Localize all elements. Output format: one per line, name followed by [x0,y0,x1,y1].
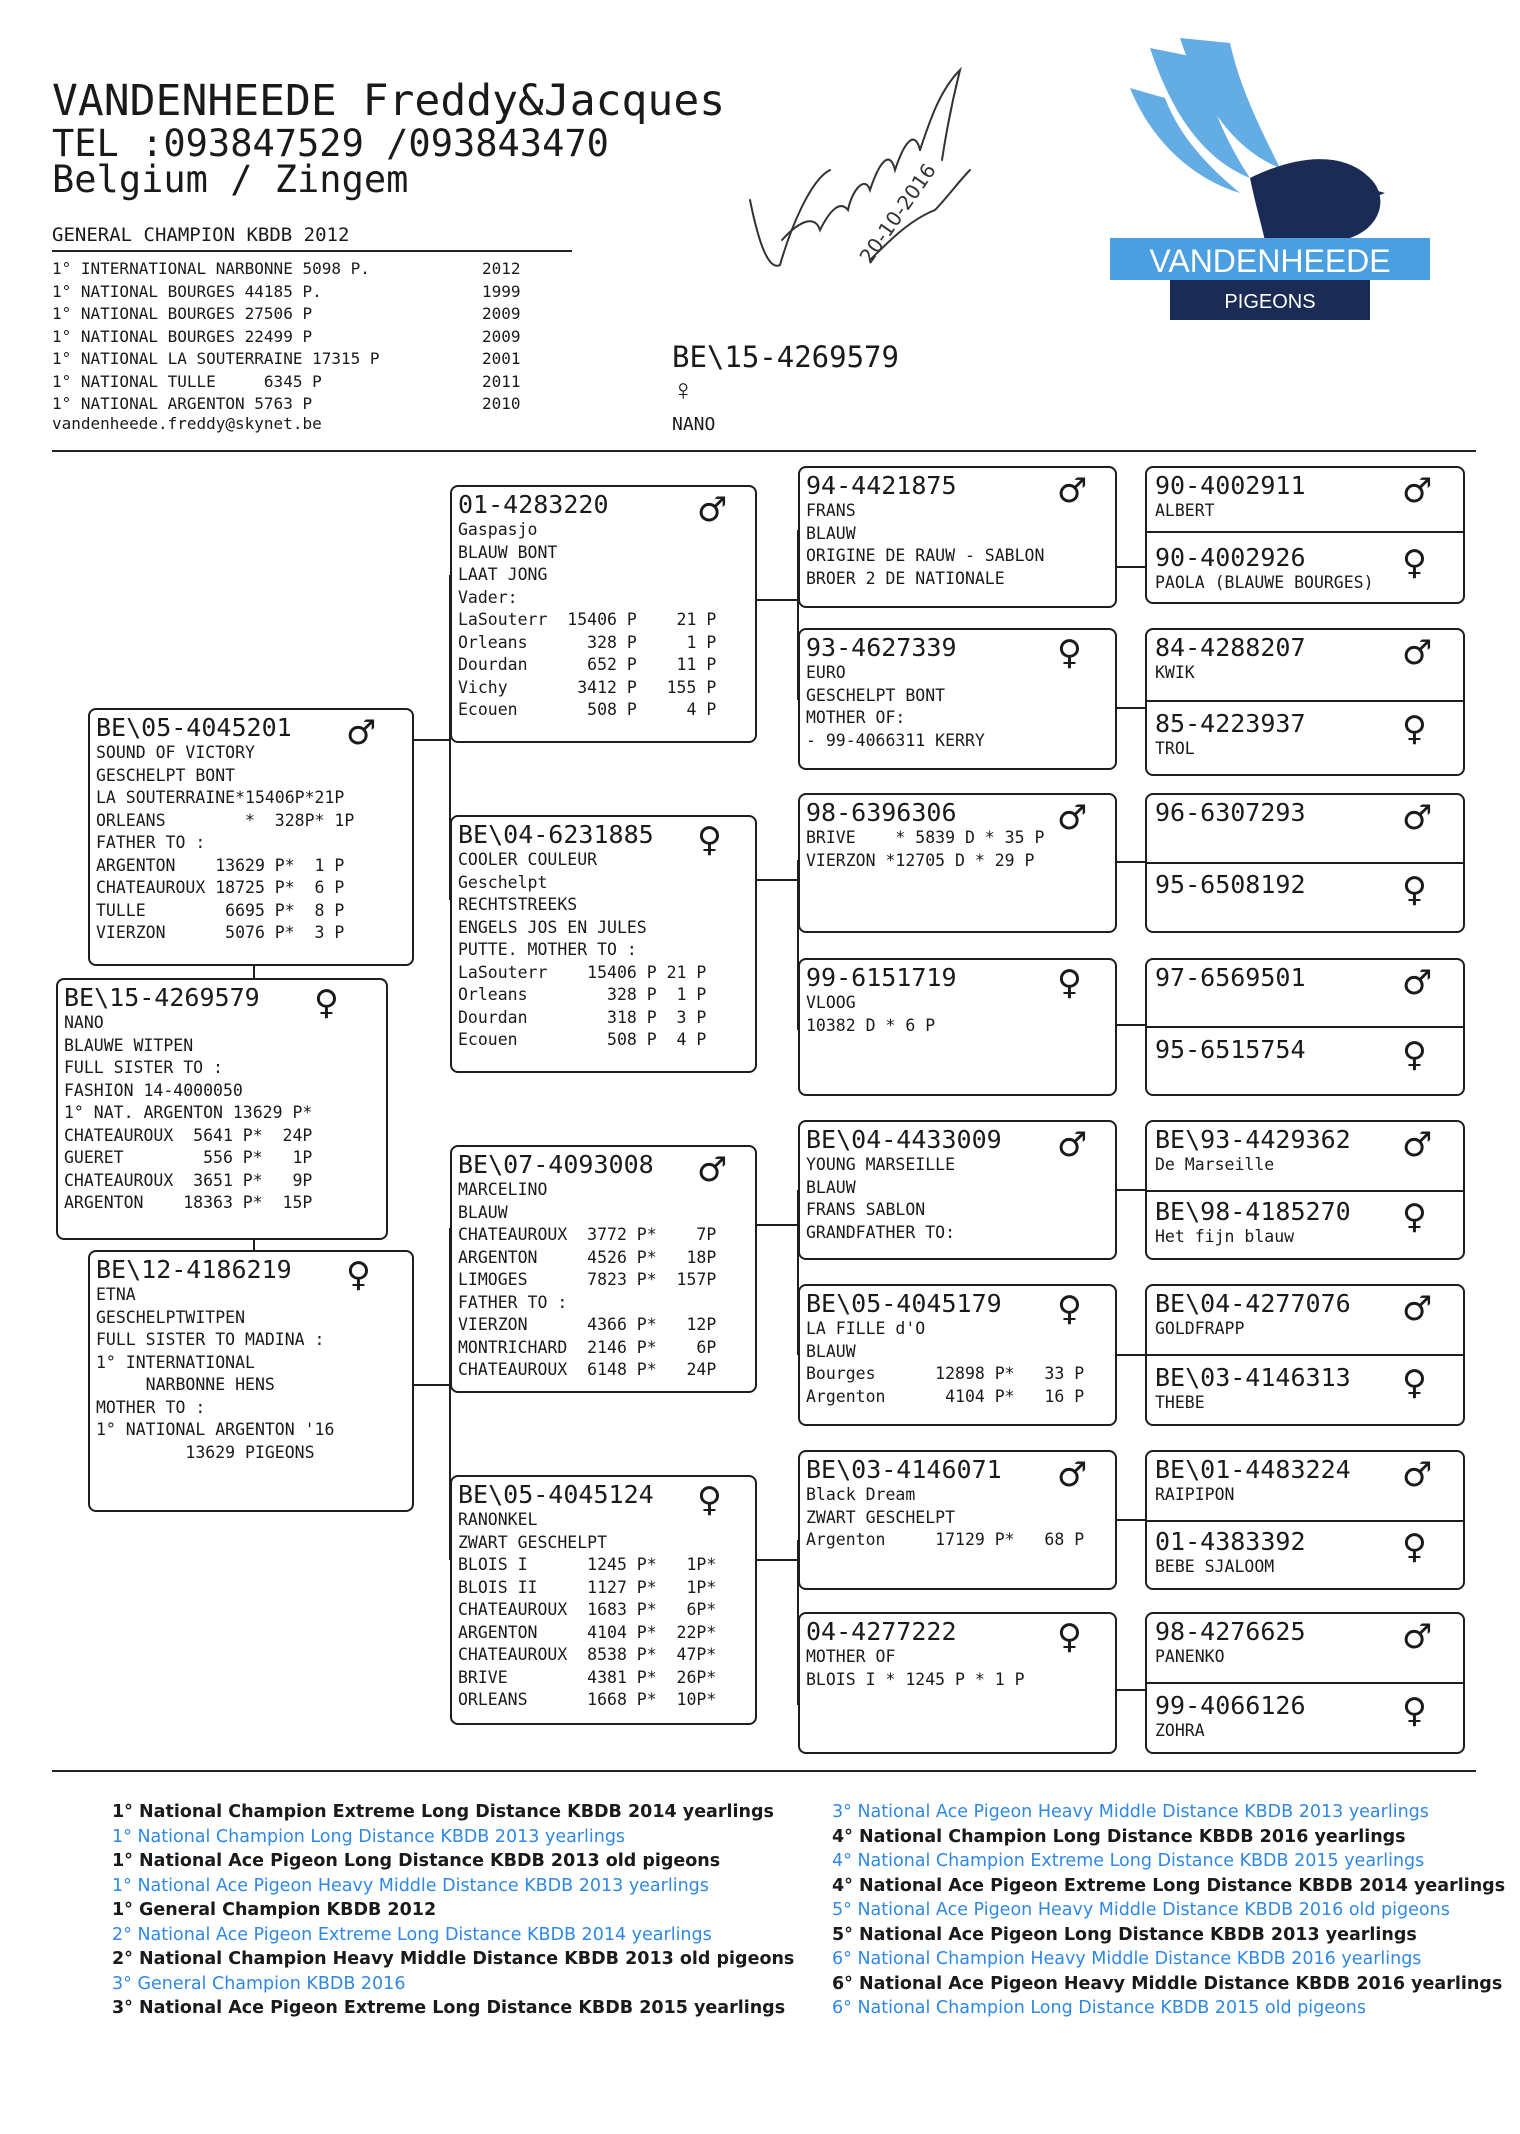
ring-number: BE\98-4185270 [1155,1197,1351,1226]
ring-number: 01-4283220 [458,490,609,519]
pedigree-sire-card [88,708,414,966]
card-line: De Marseille [1155,1155,1275,1174]
title-line: 4° National Ace Pigeon Extreme Long Distance KBDB 2014 yearlings [832,1875,1506,1896]
pair-divider [1147,700,1463,702]
card-line: Argenton 17129 P* 68 P [806,1530,1085,1549]
title-line: 6° National Ace Pigeon Heavy Middle Distance KBDB 2016 yearlings [832,1973,1503,1994]
ring-number: BE\03-4146313 [1155,1363,1351,1392]
card-line: CHATEAUROUX 5641 P* 24P [64,1125,313,1145]
subject-ring-number: BE\15-4269579 [672,340,899,374]
female-symbol-icon: ♀ [697,1480,722,1520]
card-line: BLAUW [806,1177,856,1197]
card-line: ZWART GESCHELPT [806,1507,956,1527]
card-line: Ecouen 508 P 4 P [458,1030,707,1049]
card-line: - 99-4066311 KERRY [806,730,985,750]
ring-number: BE\05-4045201 [96,713,292,742]
breeder-location: Belgium / Zingem [52,158,409,201]
card-line: BLAUW BONT [458,542,558,562]
card-line: CHATEAUROUX 18725 P* 6 P [96,878,345,897]
breeder-name: VANDENHEEDE Freddy&Jacques [52,76,726,126]
champion-heading: GENERAL CHAMPION KBDB 2012 [52,224,350,246]
card-line: ARGENTON 4104 P* 22P* [458,1622,717,1642]
ring-number: BE\03-4146071 [806,1455,1002,1484]
title-line: 6° National Champion Long Distance KBDB 2015 old pigeons [832,1998,1366,2018]
card-line: 1° NATIONAL ARGENTON '16 [96,1420,335,1439]
card-line: NANO [64,1013,104,1032]
male-symbol-icon: ♂ [1402,1617,1433,1657]
male-symbol-icon: ♂ [346,713,377,753]
pedigree-dam-sire-card [450,1145,757,1393]
ring-number: 99-4066126 [1155,1691,1306,1720]
male-symbol-icon: ♂ [1402,1289,1433,1329]
result-text: 1° INTERNATIONAL NARBONNE 5098 P. [52,259,370,278]
card-line: FRANS [806,501,856,520]
card-line: Het fijn blauw [1155,1227,1295,1246]
pedigree-g4-card [798,1612,1117,1754]
title-line: 3° General Champion KBDB 2016 [112,1973,406,1994]
card-line: LaSouterr 15406 P 21 P [458,610,717,629]
pedigree-g4-card [798,1120,1117,1260]
breeder-telephone: TEL :093847529 /093843470 [52,122,609,165]
card-line: TROL [1155,739,1195,758]
card-line: CHATEAUROUX 1683 P* 6P* [458,1600,717,1619]
card-line: MOTHER TO : [96,1397,206,1417]
pedigree-dam-dam-card [450,1475,757,1725]
pair-divider [1147,862,1463,864]
card-line: Dourdan 318 P 3 P [458,1007,707,1027]
ring-number: 84-4288207 [1155,633,1306,662]
pair-divider [1147,1190,1463,1192]
pedigree-g5-pair-card [1145,628,1465,776]
card-line: ARGENTON 18363 P* 15P [64,1193,313,1212]
card-line: GOLDFRAPP [1155,1319,1245,1338]
male-symbol-icon: ♂ [697,490,728,530]
male-symbol-icon: ♂ [1402,798,1433,838]
result-year: 2010 [482,394,521,413]
male-symbol-icon: ♂ [1057,798,1088,838]
card-line: FRANS SABLON [806,1200,926,1219]
male-symbol-icon: ♂ [1402,633,1433,673]
ring-number: 99-6151719 [806,963,957,992]
card-line: Geschelpt [458,872,548,892]
ring-number: BE\07-4093008 [458,1150,654,1179]
card-line: THEBE [1155,1393,1205,1412]
female-symbol-icon: ♀ [346,1255,371,1295]
card-line: BRIVE 4381 P* 26P* [458,1667,717,1687]
card-line: SOUND OF VICTORY [96,743,255,762]
ring-number: BE\04-6231885 [458,820,654,849]
ring-number: BE\04-4277076 [1155,1289,1351,1318]
card-line: BEBE SJALOOM [1155,1557,1275,1576]
card-line: VIERZON 4366 P* 12P [458,1315,717,1334]
card-line: VIERZON 5076 P* 3 P [96,923,345,942]
pedigree-subject-card [56,978,388,1240]
title-line: 4° National Champion Extreme Long Distance KBDB 2015 yearlings [832,1851,1425,1871]
card-line: Vichy 3412 P 155 P [458,677,717,697]
pedigree-g5-pair-card [1145,958,1465,1096]
title-line: 3° National Ace Pigeon Heavy Middle Distance KBDB 2013 yearlings [832,1802,1429,1822]
male-symbol-icon: ♂ [1402,1455,1433,1495]
ring-number: BE\05-4045179 [806,1289,1002,1318]
ring-number: BE\93-4429362 [1155,1125,1351,1154]
card-line: FASHION 14-4000050 [64,1080,243,1100]
pedigree-sire-dam-card [450,815,757,1073]
pedigree-g4-card [798,1284,1117,1426]
card-line: FATHER TO : [96,833,206,852]
card-line: Ecouen 508 P 4 P [458,700,717,719]
card-line: PAOLA (BLAUWE BOURGES) [1155,573,1374,592]
card-line: LA SOUTERRAINE*15406P*21P [96,788,345,807]
card-line: Argenton 4104 P* 16 P [806,1386,1085,1406]
card-line: 1° NAT. ARGENTON 13629 P* [64,1103,313,1122]
title-line: 2° National Champion Heavy Middle Distance KBDB 2013 old pigeons [112,1949,795,1969]
card-line: ORIGINE DE RAUW - SABLON [806,546,1045,565]
ring-number: BE\01-4483224 [1155,1455,1351,1484]
title-line: 1° National Ace Pigeon Long Distance KBDB 2013 old pigeons [112,1851,721,1871]
title-line: 1° General Champion KBDB 2012 [112,1900,437,1920]
card-line: CHATEAUROUX 8538 P* 47P* [458,1645,717,1664]
result-year: 2009 [482,326,521,346]
card-line: Vader: [458,587,518,607]
card-line: BLAUW [806,523,856,543]
ring-number: BE\04-4433009 [806,1125,1002,1154]
female-symbol-icon: ♀ [314,983,339,1023]
card-line: KWIK [1155,663,1195,682]
card-line: LaSouterr 15406 P 21 P [458,962,707,982]
card-line: LAAT JONG [458,565,548,584]
title-line: 5° National Ace Pigeon Long Distance KBDB 2013 yearlings [832,1924,1417,1945]
pedigree-g5-pair-card [1145,1612,1465,1754]
ring-number: 96-6307293 [1155,798,1306,827]
card-line: GESCHELPT BONT [806,685,946,705]
pedigree-g5-pair-card [1145,1120,1465,1260]
subject-name: NANO [672,414,716,435]
male-symbol-icon: ♂ [1057,471,1088,511]
card-line: COOLER COULEUR [458,850,598,869]
result-year: 1999 [482,281,521,301]
card-line: BLAUW [458,1202,508,1222]
card-line: FULL SISTER TO MADINA : [96,1330,325,1349]
card-line: BLOIS II 1127 P* 1P* [458,1577,717,1597]
pedigree-g4-card [798,793,1117,933]
card-line: YOUNG MARSEILLE [806,1155,956,1174]
pedigree-g4-card [798,958,1117,1096]
card-line: ARGENTON 4526 P* 18P [458,1247,717,1267]
ring-number: BE\15-4269579 [64,983,260,1012]
ring-number: 98-4276625 [1155,1617,1306,1646]
pedigree-g5-pair-card [1145,466,1465,604]
female-symbol-icon: ♀ [1402,1691,1427,1731]
female-symbol-icon: ♀ [1402,870,1427,910]
card-line: Black Dream [806,1485,916,1504]
card-line: GESCHELPT BONT [96,765,236,785]
card-line: EURO [806,663,846,682]
logo-title: VANDENHEEDE [1149,243,1391,279]
male-symbol-icon: ♂ [697,1150,728,1190]
ring-number: 90-4002911 [1155,471,1306,500]
card-line: CHATEAUROUX 6148 P* 24P [458,1360,717,1379]
card-line: 13629 PIGEONS [96,1442,315,1462]
result-year: 2009 [482,304,521,323]
card-line: FATHER TO : [458,1292,568,1312]
male-symbol-icon: ♂ [1402,963,1433,1003]
card-line: CHATEAUROUX 3651 P* 9P [64,1170,313,1190]
pedigree-g5-pair-card [1145,1284,1465,1426]
card-line: NARBONNE HENS [96,1375,275,1394]
titles-right-column [832,1800,1505,2021]
ring-number: 95-6508192 [1155,870,1306,899]
card-line: ETNA [96,1285,136,1304]
pair-divider [1147,1520,1463,1522]
pair-divider [1147,1682,1463,1684]
card-line: MARCELINO [458,1180,548,1199]
female-symbol-icon: ♀ [1057,1617,1082,1657]
ring-number: 85-4223937 [1155,709,1306,738]
card-line: Orleans 328 P 1 P [458,985,707,1004]
signature-date: 20-10-2016 [854,158,941,268]
pedigree-g4-card [798,628,1117,770]
female-symbol-icon: ♀ [1402,1527,1427,1567]
result-year: 2011 [482,371,521,391]
breeder-email[interactable]: vandenheede.freddy@skynet.be [52,414,322,433]
result-year: 2001 [482,349,521,368]
card-line: BLAUW [806,1341,856,1361]
card-line: TULLE 6695 P* 8 P [96,900,345,920]
pair-divider [1147,531,1463,533]
female-symbol-icon: ♀ [1057,1289,1082,1329]
card-line: GESCHELPTWITPEN [96,1307,246,1327]
ring-number: 93-4627339 [806,633,957,662]
card-line: ALBERT [1155,501,1215,520]
card-line: RANONKEL [458,1510,538,1529]
card-line: Dourdan 652 P 11 P [458,655,717,674]
title-line: 1° National Champion Long Distance KBDB 2013 yearlings [112,1826,626,1847]
ring-number: 97-6569501 [1155,963,1306,992]
card-line: ARGENTON 13629 P* 1 P [96,855,345,875]
card-line: MOTHER OF: [806,708,906,727]
card-line: BRIVE * 5839 D * 35 P [806,828,1045,847]
pedigree-bottom-divider [52,1770,1476,1772]
ring-number: 90-4002926 [1155,543,1306,572]
card-line: ORLEANS * 328P* 1P [96,810,355,830]
pedigree-g5-pair-card [1145,793,1465,933]
result-text: 1° NATIONAL BOURGES 27506 P [52,304,313,323]
card-line: Bourges 12898 P* 33 P [806,1364,1085,1383]
result-text: 1° NATIONAL TULLE 6345 P [52,371,322,391]
female-symbol-icon: ♀ [672,374,695,407]
card-line: BLOIS I 1245 P* 1P* [458,1555,717,1574]
female-symbol-icon: ♀ [1402,1035,1427,1075]
result-year: 2012 [482,259,521,278]
ring-number: BE\05-4045124 [458,1480,654,1509]
card-line: BLAUWE WITPEN [64,1035,194,1055]
ring-number: 94-4421875 [806,471,957,500]
card-line: PUTTE. MOTHER TO : [458,940,637,959]
result-text: 1° NATIONAL LA SOUTERRAINE 17315 P [52,349,380,368]
female-symbol-icon: ♀ [697,820,722,860]
card-line: ZOHRA [1155,1721,1205,1740]
male-symbol-icon: ♂ [1402,471,1433,511]
card-line: LIMOGES 7823 P* 157P [458,1270,717,1289]
male-symbol-icon: ♂ [1057,1125,1088,1165]
card-line: LA FILLE d'O [806,1319,926,1338]
title-line: 5° National Ace Pigeon Heavy Middle Distance KBDB 2016 old pigeons [832,1900,1450,1920]
female-symbol-icon: ♀ [1402,709,1427,749]
ring-number: 95-6515754 [1155,1035,1306,1064]
card-line: MOTHER OF [806,1647,896,1666]
ring-number: 04-4277222 [806,1617,957,1646]
ring-number: 01-4383392 [1155,1527,1306,1556]
card-line: RECHTSTREEKS [458,895,578,914]
card-line: BROER 2 DE NATIONALE [806,568,1005,588]
male-symbol-icon: ♂ [1057,1455,1088,1495]
result-text: 1° NATIONAL ARGENTON 5763 P [52,394,313,413]
pedigree-g5-pair-card [1145,1450,1465,1590]
ring-number: 98-6396306 [806,798,957,827]
title-line: 1° National Ace Pigeon Heavy Middle Distance KBDB 2013 yearlings [112,1875,709,1896]
logo-subtitle: PIGEONS [1224,291,1316,313]
ring-number: BE\12-4186219 [96,1255,292,1284]
female-symbol-icon: ♀ [1057,633,1082,673]
pedigree-dam-card [88,1250,414,1512]
pair-divider [1147,1354,1463,1356]
titles-left-column [112,1800,794,2021]
pedigree-g4-card [798,1450,1117,1590]
card-line: FULL SISTER TO : [64,1058,223,1077]
result-text: 1° NATIONAL BOURGES 22499 P [52,326,313,346]
female-symbol-icon: ♀ [1402,1197,1427,1237]
title-line: 1° National Champion Extreme Long Distance KBDB 2014 yearlings [112,1802,774,1822]
title-line: 4° National Champion Long Distance KBDB 2016 yearlings [832,1826,1406,1847]
pair-divider [1147,1026,1463,1028]
female-symbol-icon: ♀ [1402,543,1427,583]
card-line: ENGELS JOS EN JULES [458,917,647,937]
card-line: PANENKO [1155,1647,1225,1666]
card-line: 10382 D * 6 P [806,1015,936,1035]
card-line: ZWART GESCHELPT [458,1532,608,1552]
female-symbol-icon: ♀ [1402,1363,1427,1403]
male-symbol-icon: ♂ [1402,1125,1433,1165]
card-line: ORLEANS 1668 P* 10P* [458,1690,717,1709]
title-line: 3° National Ace Pigeon Extreme Long Distance KBDB 2015 yearlings [112,1998,786,2018]
card-line: GRANDFATHER TO: [806,1222,956,1242]
card-line: 1° INTERNATIONAL [96,1352,255,1372]
card-line: VIERZON *12705 D * 29 P [806,850,1035,870]
card-line: MONTRICHARD 2146 P* 6P [458,1337,717,1357]
card-line: GUERET 556 P* 1P [64,1148,313,1167]
female-symbol-icon: ♀ [1057,963,1082,1003]
title-line: 6° National Champion Heavy Middle Distance KBDB 2016 yearlings [832,1949,1422,1969]
card-line: RAIPIPON [1155,1485,1235,1504]
result-text: 1° NATIONAL BOURGES 44185 P. [52,281,322,301]
pedigree-g4-card [798,466,1117,608]
card-line: Gaspasjo [458,520,538,539]
pedigree-sire-sire-card [450,485,757,743]
card-line: BLOIS I * 1245 P * 1 P [806,1669,1025,1689]
card-line: CHATEAUROUX 3772 P* 7P [458,1225,717,1244]
card-line: Orleans 328 P 1 P [458,632,717,652]
card-line: VLOOG [806,993,856,1012]
title-line: 2° National Ace Pigeon Extreme Long Distance KBDB 2014 yearlings [112,1924,712,1945]
